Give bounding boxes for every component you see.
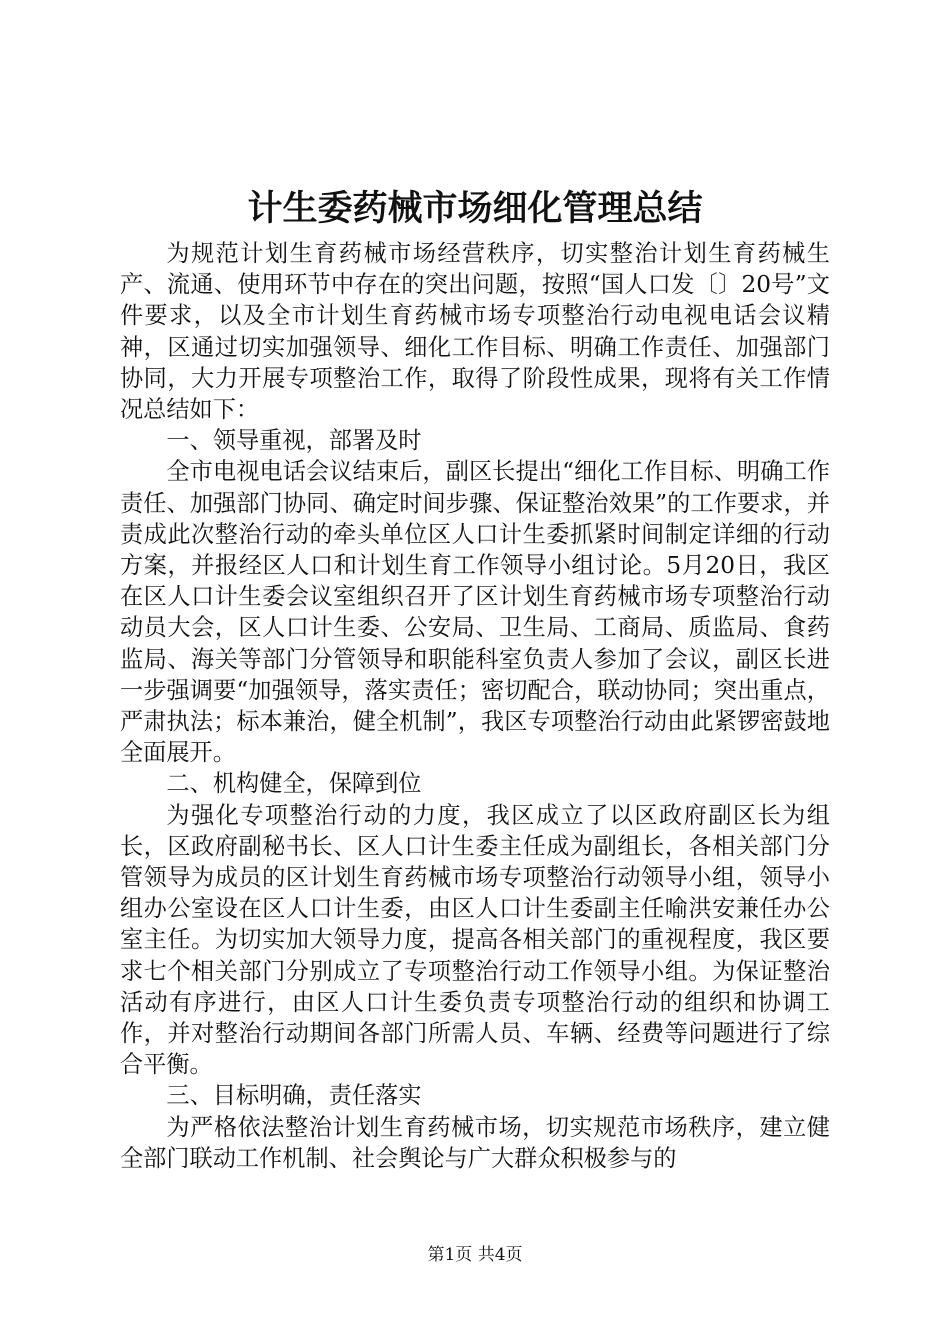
section-paragraph-2: 为强化专项整治行动的力度，我区成立了以区政府副区长为组长，区政府副秘书长、区人口计生委主任成为副组长，各相关部门分管领导为成员的区计划生育药械市场专项整治行动领导小组，领导小组办公室设在区人口计生委，由区人口计生委副主任喻洪安兼任办公室主任。为切实加大领导力度，提高各相关部门的重视程度，我区要求七个相关部门分别成立了专项整治行动工作领导小组。为保证整治活动有序进行，由区人口计生委负责专项整治行动的组织和协调工作，并对整治行动期间各部门所需人员、车辆、经费等问题进行了综合平衡。: [120, 801, 830, 1079]
document-title: 计生委药械市场细化管理总结: [247, 188, 703, 229]
intro-paragraph: 为规范计划生育药械市场经营秩序，切实整治计划生育药械生产、流通、使用环节中存在的突出问题，按照“国人口发〔〕20号”文件要求，以及全市计划生育药械市场专项整治行动电视电话会议精神，区通过切实加强领导、细化工作目标、明确工作责任、加强部门协同，大力开展专项整治工作，取得了阶段性成果，现将有关工作情况总结如下：: [120, 240, 830, 424]
section-paragraph-1: 全市电视电话会议结束后，副区长提出“细化工作目标、明确工作责任、加强部门协同、确定时间步骤、保证整治效果”的工作要求，并责成此次整治行动的牵头单位区人口计生委抓紧时间制定详细的行动方案，并报经区人口和计划生育工作领导小组讨论。5月20日，我区在区人口计生委会议室组织召开了区计划生育药械市场专项整治行动动员大会，区人口计生委、公安局、卫生局、工商局、质监局、食药监局、海关等部门分管领导和职能科室负责人参加了会议，副区长进一步强调要“加强领导，落实责任；密切配合，联动协同；突出重点，严肃执法；标本兼治，健全机制”，我区专项整治行动由此紧锣密鼓地全面展开。: [120, 458, 830, 767]
section-paragraph-3: 为严格依法整治计划生育药械市场，切实规范市场秩序，建立健全部门联动工作机制、社会舆论与广大群众积极参与的: [120, 1113, 830, 1172]
section-heading-1: 一、领导重视，部署及时: [166, 427, 422, 455]
section-heading-3: 三、目标明确，责任落实: [166, 1082, 422, 1110]
page-footer: 第1页 共4页: [427, 1245, 523, 1265]
section-heading-2: 二、机构健全，保障到位: [166, 770, 422, 798]
document-body: [120, 238, 830, 1174]
